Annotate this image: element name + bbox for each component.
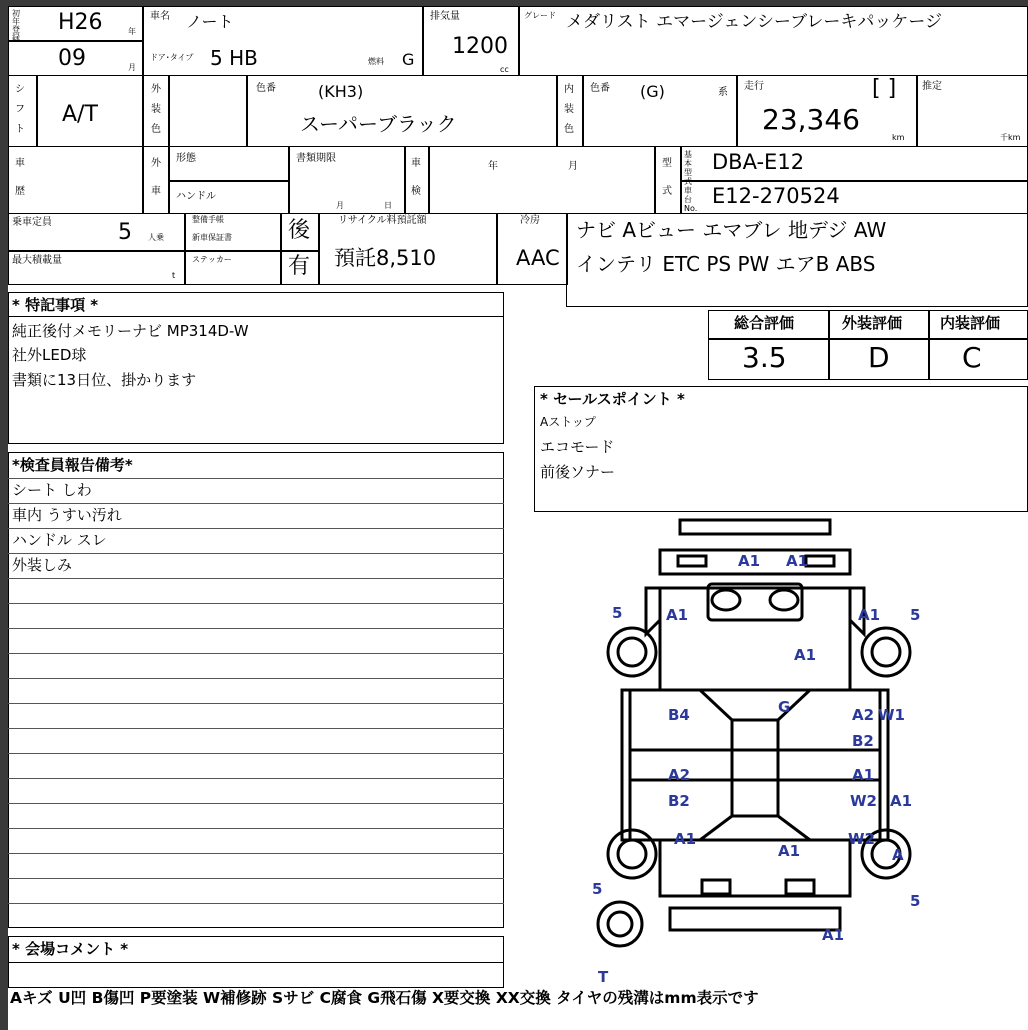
venue-comment-title: * 会場コメント *	[12, 940, 129, 958]
ac-value: AAC	[516, 246, 560, 270]
equipment-line-1: ナビ Aビュー エマブレ 地デジ AW	[576, 218, 887, 242]
recycle-label: リサイクル料預託額	[338, 215, 427, 226]
spare-tire	[598, 902, 642, 946]
color-code: (KH3)	[318, 82, 364, 101]
grade-value: メダリスト エマージェンシーブレーキパッケージ	[566, 12, 943, 32]
first-reg-year: H26	[58, 10, 103, 35]
inspector-line: 車内 うすい汚れ	[12, 506, 122, 524]
rear-bumper-shape	[670, 908, 840, 930]
estimate-label: 推定	[922, 81, 942, 92]
dmg-rear-door-l-a: A2	[668, 766, 691, 784]
dmg-rear-door-r-a2: A1	[890, 792, 913, 810]
inspector-line: 外装しみ	[12, 556, 73, 574]
first-reg-label: 初年登録	[12, 9, 20, 42]
docs-month: 月	[336, 201, 344, 210]
dmg-rear-door-r-a: A1	[852, 766, 875, 784]
handle-label: ハンドル	[176, 191, 216, 202]
chassis-label: 車台No.	[684, 186, 698, 213]
dmg-roof: G	[778, 698, 791, 716]
payload-label: 最大積載量	[12, 255, 62, 266]
door-type-label: ドア･タイプ	[150, 53, 194, 62]
inspect-month-unit: 月	[568, 161, 578, 172]
mileage-value: 23,346	[762, 103, 860, 136]
recycle-value: 預託8,510	[334, 246, 437, 270]
dmg-spare: T	[598, 968, 609, 986]
grade-label: グレード	[524, 11, 556, 20]
left-frame-border	[0, 0, 8, 1030]
dmg-front-door-r: A2	[852, 706, 875, 724]
dmg-trunk: A1	[778, 842, 801, 860]
fuel-label: 燃料	[368, 57, 384, 66]
sticker-label: ステッカー	[192, 255, 232, 264]
maintenance-value: 後	[288, 218, 311, 243]
int-color-label: 内装色	[564, 84, 574, 135]
trunk-shape	[660, 840, 850, 896]
interior-rating-value: C	[962, 341, 982, 374]
maintenance-label: 整備手帳	[192, 215, 224, 224]
mileage-unit: km	[892, 133, 905, 142]
mileage-bracket: [ ]	[872, 76, 897, 101]
payload-unit: t	[172, 271, 176, 280]
front-fender-l-shape	[646, 588, 660, 634]
foreign-car-label: 外車	[151, 158, 161, 197]
dmg-front-door-r-w: W1	[878, 706, 905, 724]
inspector-notes-title: *検査員報告備考*	[12, 456, 133, 474]
int-color-no-label: 色番	[590, 83, 610, 94]
int-color-suffix: 系	[718, 87, 728, 98]
tire-fl	[608, 628, 656, 676]
mirror-r	[770, 590, 798, 610]
sticker-value: 有	[288, 254, 311, 279]
month-unit: 月	[128, 63, 136, 72]
warranty-label: 新車保証書	[192, 233, 232, 242]
estimate-unit: 千km	[1000, 133, 1021, 142]
dmg-rear-bumper: A1	[822, 926, 845, 944]
tire-rl	[608, 830, 656, 878]
dmg-rear-fender-l: A1	[674, 830, 697, 848]
sales-point-line: 前後ソナー	[540, 463, 616, 481]
bonnet-shape	[660, 588, 850, 690]
total-rating-value: 3.5	[742, 341, 787, 374]
model-label: 車名	[150, 11, 170, 22]
dmg-front-bumper-r: A1	[786, 552, 809, 570]
special-notes-box	[8, 292, 504, 444]
fuel-value: G	[402, 50, 415, 69]
tire-fr	[862, 628, 910, 676]
displacement-unit: cc	[500, 65, 509, 74]
docs-day: 日	[384, 201, 392, 210]
ext-color-label: 外装色	[151, 84, 161, 135]
front-bumper-shape	[680, 520, 830, 534]
side-skirt-l	[622, 690, 630, 840]
dmg-tire-fr: 5	[910, 606, 921, 624]
ac-label: 冷房	[520, 215, 540, 226]
sales-point-line: エコモード	[540, 438, 615, 456]
special-notes-title: * 特記事項 *	[12, 296, 99, 314]
displacement-label: 排気量	[430, 11, 460, 22]
total-rating-label: 総合評価	[734, 314, 795, 332]
inspector-line: ハンドル スレ	[12, 531, 107, 549]
dmg-front-door-r-b: B2	[852, 732, 874, 750]
headlight-l	[678, 556, 706, 566]
year-unit: 年	[128, 27, 136, 36]
base-type-value: DBA-E12	[712, 150, 805, 174]
note-line: 純正後付メモリーナビ MP314D-W	[12, 322, 249, 340]
shift-value: A/T	[62, 102, 98, 127]
dmg-rear-door-r-w: W2	[850, 792, 877, 810]
history-label: 車歴	[15, 158, 25, 197]
dmg-front-bumper-l: A1	[738, 552, 761, 570]
dmg-front-fender-r: A1	[858, 606, 881, 624]
inspector-line: シート しわ	[12, 481, 92, 499]
docs-label: 書類期限	[296, 153, 336, 164]
equipment-line-2: インテリ ETC PS PW エアB ABS	[576, 252, 876, 276]
dmg-tire-fl: 5	[612, 604, 623, 622]
interior-rating-label: 内装評価	[940, 314, 1001, 332]
model-value: ノート	[186, 12, 234, 31]
capacity-label: 乗車定員	[12, 217, 52, 228]
dmg-rear-door-l-b: B2	[668, 792, 690, 810]
color-name: スーパーブラック	[300, 112, 457, 136]
inspect-year-unit: 年	[488, 161, 498, 172]
dmg-front-fender-l: A1	[666, 606, 689, 624]
capacity-value: 5	[118, 220, 132, 245]
tail-light-r	[786, 880, 814, 894]
exterior-rating-label: 外装評価	[842, 314, 903, 332]
door-type-value: 5 HB	[210, 46, 258, 70]
type-label: 型式	[662, 158, 672, 197]
car-damage-diagram	[560, 514, 940, 988]
car-inspect-label: 車検	[411, 158, 421, 197]
int-color-code: (G)	[640, 82, 665, 101]
mirror-l	[712, 590, 740, 610]
exterior-rating-value: D	[868, 341, 890, 374]
sales-point-line: Aストップ	[540, 415, 596, 429]
dmg-bonnet: A1	[794, 646, 817, 664]
note-line: 社外LED球	[12, 346, 87, 364]
tail-light-l	[702, 880, 730, 894]
note-line: 書類に13日位、掛かります	[12, 371, 197, 389]
form-label: 形態	[176, 153, 196, 164]
dmg-tire-rl: 5	[592, 880, 603, 898]
dmg-tire-rr-a: A	[892, 846, 904, 864]
headlight-r	[806, 556, 834, 566]
dmg-front-door-l: B4	[668, 706, 690, 724]
sales-points-title: * セールスポイント *	[540, 390, 685, 408]
chassis-value: E12-270524	[712, 184, 840, 208]
damage-legend: Aキズ U凹 B傷凹 P要塗装 W補修跡 Sサビ C腐食 G飛石傷 X要交換 XX交換 タイヤの残溝はmm表示です	[10, 989, 759, 1007]
capacity-unit: 人乗	[148, 233, 164, 242]
base-type-label: 基本型式	[684, 150, 692, 186]
displacement-value: 1200	[452, 34, 508, 59]
shift-label: シフト	[15, 84, 25, 135]
color-no-label: 色番	[256, 83, 276, 94]
roof-shape	[732, 720, 778, 816]
dmg-tire-rr: 5	[910, 892, 921, 910]
dmg-rear-fender-r: W2	[848, 830, 875, 848]
mileage-label: 走行	[744, 81, 764, 92]
first-reg-month: 09	[58, 46, 86, 71]
